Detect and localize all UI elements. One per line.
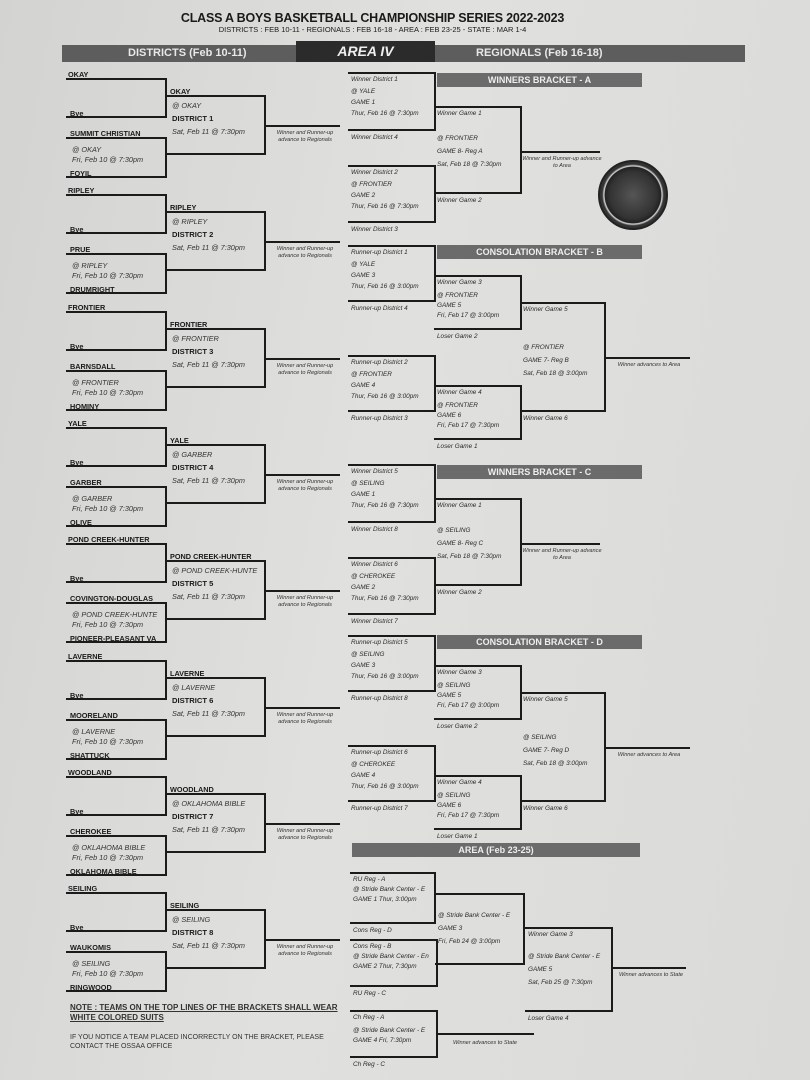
game-info: GAME 3: [351, 662, 376, 669]
game-top-slot: Winner Game 4: [437, 779, 482, 786]
game-date: Sat, Feb 11 @ 7:30pm: [172, 941, 245, 951]
advance-note: Winner and Runner-up advance to Regionals: [276, 362, 334, 376]
game-top-slot: Winner District 2: [351, 169, 398, 176]
game-info: Thur, Feb 16 @ 3:00pm: [351, 673, 419, 680]
team-name: COVINGTON-DOUGLAS: [70, 594, 153, 604]
game-date: Fri, Feb 10 @ 7:30pm: [72, 620, 144, 630]
advance-note: Winner and Runner-up advance to Regionals: [276, 827, 334, 841]
game-info: Fri, Feb 17 @ 3:00pm: [437, 312, 500, 319]
bye-label: Bye: [70, 341, 84, 351]
team-name: SHATTUCK: [70, 750, 110, 760]
bracket-line: [264, 125, 340, 127]
game-info: GAME 5: [528, 966, 553, 973]
team-name: DRUMRIGHT: [70, 285, 115, 295]
game-bottom-slot: Cons Reg - D: [353, 927, 392, 934]
game-info: @ CHEROKEE: [351, 573, 396, 580]
game-site: @ LAVERNE: [72, 726, 116, 736]
bracket-line: [264, 939, 340, 941]
game-top-slot: Winner District 1: [351, 76, 398, 83]
game-date: Fri, Feb 10 @ 7:30pm: [72, 503, 144, 513]
game-info: GAME 4: [351, 772, 376, 779]
area-bracket-header: AREA (Feb 23-25): [352, 843, 640, 857]
game-info: Fri, Feb 17 @ 7:30pm: [437, 812, 500, 819]
bracket-line: [264, 707, 340, 709]
advance-note: Winner and Runner-up advance to Regionals: [276, 246, 334, 260]
game-top-slot: Winner District 6: [351, 561, 398, 568]
district-name: DISTRICT 5: [172, 579, 214, 589]
game-site: @ POND CREEK-HUNTE: [172, 566, 258, 576]
game-bottom-slot: Winner District 3: [351, 226, 398, 233]
game-bottom-slot: Ch Reg - C: [353, 1061, 385, 1068]
advance-note: Winner advances to State: [618, 972, 683, 978]
game-info: Thur, Feb 16 @ 3:00pm: [351, 783, 419, 790]
team-name: GARBER: [70, 477, 102, 487]
bracket-line: [520, 151, 600, 153]
game-date: Sat, Feb 11 @ 7:30pm: [172, 475, 245, 485]
game-date: Fri, Feb 10 @ 7:30pm: [72, 155, 144, 164]
game-date: Fri, Feb 10 @ 7:30pm: [72, 271, 144, 281]
game-info: @ Stride Bank Center - E: [438, 912, 511, 919]
game-top-slot: Runner-up District 2: [351, 359, 408, 366]
advance-note: Winner and Runner-up advance to Regionals: [276, 478, 334, 492]
game-bottom-slot: Winner Game 2: [437, 589, 482, 596]
advance-note: Winner and Runner-up advance to Regionals: [276, 944, 334, 958]
team-name: HOMINY: [70, 401, 100, 411]
game-info: GAME 2: [351, 584, 376, 591]
team-name: YALE: [170, 435, 189, 445]
game-bottom-slot: Loser Game 4: [528, 1015, 569, 1022]
game-info: GAME 1 Thur, 3:00pm: [353, 896, 417, 903]
game-info: @ FRONTIER: [437, 402, 478, 409]
game-date: Sat, Feb 11 @ 7:30pm: [172, 592, 245, 602]
bracket-line: [264, 358, 340, 360]
game-site: @ FRONTIER: [72, 377, 119, 387]
district-name: DISTRICT 3: [172, 346, 214, 356]
game-bottom-slot: Loser Game 1: [437, 833, 478, 840]
game-top-slot: Runner-up District 6: [351, 749, 408, 756]
game-top-slot: Cons Reg - B: [353, 943, 392, 950]
game-info: GAME 5: [437, 692, 462, 699]
team-name: PRUE: [70, 245, 91, 255]
game-site: @ RIPLEY: [72, 261, 108, 271]
page-subtitle: DISTRICTS : FEB 10-11 - REGIONALS : FEB 16-18 - AREA : FEB 23-25 - STATE : MAR 1-4: [218, 25, 527, 34]
game-info: @ CHEROKEE: [351, 761, 396, 768]
game-site: @ LAVERNE: [172, 682, 216, 692]
team-name: RINGWOOD: [70, 983, 112, 993]
contact-note: IF YOU NOTICE A TEAM PLACED INCORRECTLY ON THE BRACKET, PLEASE CONTACT THE OSSAA OFFICE: [70, 1034, 324, 1050]
team-name: OKLAHOMA BIBLE: [70, 866, 137, 876]
game-date: Fri, Feb 10 @ 7:30pm: [72, 852, 144, 862]
game-date: Fri, Feb 10 @ 7:30pm: [72, 387, 144, 397]
game-bottom-slot: Runner-up District 3: [351, 415, 408, 422]
game-site: @ GARBER: [72, 493, 113, 503]
district-name: DISTRICT 2: [172, 230, 214, 240]
district-name: DISTRICT 7: [172, 811, 214, 821]
game-site: @ OKAY: [72, 145, 102, 154]
game-info: GAME 2: [351, 192, 376, 199]
team-name: POND CREEK-HUNTER: [68, 535, 150, 545]
game-info: Thur, Feb 16 @ 3:00pm: [351, 283, 419, 290]
district-name: DISTRICT 8: [172, 928, 214, 938]
game-bottom-slot: Runner-up District 8: [351, 695, 408, 702]
team-name: SEILING: [68, 884, 98, 894]
game-info: @ SEILING: [437, 527, 471, 534]
team-name: OKAY: [68, 70, 89, 79]
game-bottom-slot: Winner District 7: [351, 618, 398, 625]
game-date: Fri, Feb 10 @ 7:30pm: [72, 969, 144, 979]
game-top-slot: RU Reg - A: [353, 876, 386, 883]
game-site: @ SEILING: [72, 959, 111, 969]
district-name: DISTRICT 6: [172, 695, 214, 705]
game-info: @ Stride Bank Center - E: [353, 886, 426, 893]
game-info: Sat, Feb 18 @ 3:00pm: [523, 370, 588, 377]
bye-label: Bye: [70, 109, 84, 118]
advance-note: Winner advances to Area: [617, 362, 681, 368]
team-name: OKAY: [170, 87, 191, 96]
game-bottom-slot: Loser Game 1: [437, 443, 478, 450]
game-info: GAME 3: [438, 925, 463, 932]
game-date: Sat, Feb 11 @ 7:30pm: [172, 824, 245, 834]
game-site: @ OKLAHOMA BIBLE: [172, 798, 246, 808]
game-bottom-slot: Loser Game 2: [437, 723, 478, 730]
game-site: @ FRONTIER: [172, 333, 219, 343]
game-info: Thur, Feb 16 @ 7:30pm: [351, 203, 419, 210]
team-name: YALE: [68, 418, 87, 428]
team-name: WOODLAND: [170, 784, 214, 794]
team-name: RIPLEY: [68, 186, 95, 196]
game-site: @ OKLAHOMA BIBLE: [72, 842, 146, 852]
game-top-slot: Winner Game 4: [437, 389, 482, 396]
game-top-slot: Runner-up District 5: [351, 639, 408, 646]
advance-note: Winner and Runner-up advance to Regionals: [276, 711, 334, 725]
page-title: CLASS A BOYS BASKETBALL CHAMPIONSHIP SERIES 2022-2023: [180, 11, 565, 25]
game-date: Sat, Feb 11 @ 7:30pm: [172, 359, 245, 369]
game-info: @ Stride Bank Center - En: [353, 953, 429, 960]
team-name: PIONEER-PLEASANT VA: [70, 634, 157, 644]
game-date: Sat, Feb 11 @ 7:30pm: [172, 708, 245, 718]
game-info: Sat, Feb 18 @ 7:30pm: [437, 161, 502, 168]
game-bottom-slot: Runner-up District 7: [351, 805, 408, 812]
game-info: GAME 7- Reg B: [523, 357, 569, 364]
game-date: Fri, Feb 10 @ 7:30pm: [72, 736, 144, 746]
team-name: OLIVE: [70, 517, 92, 527]
game-site: @ POND CREEK-HUNTE: [72, 610, 158, 620]
bracket-line: [520, 543, 600, 545]
game-info: GAME 1: [351, 99, 376, 106]
game-info: @ FRONTIER: [523, 344, 564, 351]
bracket-line: [264, 474, 340, 476]
game-info: @ FRONTIER: [351, 181, 392, 188]
bracket-line: [436, 1033, 534, 1035]
game-info: @ SEILING: [351, 480, 385, 487]
game-site: @ SEILING: [172, 915, 211, 925]
bye-label: Bye: [70, 457, 84, 467]
game-info: Thur, Feb 16 @ 7:30pm: [351, 110, 419, 117]
bracket-line: [611, 967, 686, 969]
game-info: Fri, Feb 24 @ 3:00pm: [438, 938, 501, 945]
game-info: Thur, Feb 16 @ 7:30pm: [351, 595, 419, 602]
area-header: AREA IV: [296, 41, 435, 62]
winners-bracket-header: WINNERS BRACKET - A: [437, 73, 642, 87]
team-name: FRONTIER: [68, 302, 106, 312]
bye-label: Bye: [70, 225, 84, 235]
game-bottom-slot: Winner Game 6: [523, 415, 568, 422]
team-name: SEILING: [170, 901, 200, 911]
consolation-bracket-header: CONSOLATION BRACKET - B: [437, 245, 642, 259]
district-name: DISTRICT 4: [172, 462, 214, 472]
bye-label: Bye: [70, 690, 84, 700]
team-name: WOODLAND: [68, 767, 112, 777]
game-info: @ YALE: [351, 261, 376, 268]
game-top-slot: Winner Game 5: [523, 696, 568, 703]
game-info: @ Stride Bank Center - E: [528, 953, 601, 960]
team-name: MOORELAND: [70, 710, 118, 720]
game-info: GAME 7- Reg D: [523, 747, 570, 754]
game-info: Fri, Feb 17 @ 7:30pm: [437, 422, 500, 429]
game-info: GAME 1: [351, 491, 376, 498]
regionals-header: REGIONALS (Feb 16-18): [476, 47, 603, 59]
advance-note: Winner advances to Area: [617, 752, 681, 758]
game-site: @ OKAY: [172, 101, 202, 110]
game-info: GAME 4 Fri, 7:30pm: [353, 1037, 412, 1044]
bye-label: Bye: [70, 574, 84, 584]
game-top-slot: Winner Game 3: [528, 931, 573, 938]
game-info: Sat, Feb 18 @ 7:30pm: [437, 553, 502, 560]
ossaa-seal-logo: [598, 160, 668, 230]
game-info: @ FRONTIER: [351, 371, 392, 378]
game-info: GAME 6: [437, 802, 462, 809]
game-bottom-slot: Winner Game 6: [523, 805, 568, 812]
game-top-slot: Ch Reg - A: [353, 1014, 385, 1021]
game-top-slot: Winner Game 1: [437, 502, 482, 509]
team-name: POND CREEK-HUNTER: [170, 552, 252, 562]
advance-note: Winner and Runner-up advance to Regionals: [276, 130, 334, 143]
game-info: Sat, Feb 25 @ 7:30pm: [528, 979, 593, 986]
bracket-line: [264, 823, 340, 825]
game-date: Sat, Feb 11 @ 7:30pm: [172, 243, 245, 253]
consolation-bracket-header: CONSOLATION BRACKET - D: [437, 635, 642, 649]
uniform-note: NOTE : TEAMS ON THE TOP LINES OF THE BRACKETS SHALL WEAR WHITE COLORED SUITS: [70, 1003, 338, 1022]
game-info: Thur, Feb 16 @ 3:00pm: [351, 393, 419, 400]
team-name: CHEROKEE: [70, 826, 112, 836]
team-name: LAVERNE: [170, 668, 205, 678]
team-name: BARNSDALL: [70, 361, 116, 371]
game-bottom-slot: Winner District 4: [351, 134, 398, 141]
game-top-slot: Winner Game 3: [437, 669, 482, 676]
team-name: SUMMIT CHRISTIAN: [70, 129, 141, 138]
game-info: Thur, Feb 16 @ 7:30pm: [351, 502, 419, 509]
advance-note: Winner and Runner-up advance to Area: [522, 548, 602, 561]
team-name: FRONTIER: [170, 319, 208, 329]
game-date: Sat, Feb 11 @ 7:30pm: [172, 127, 245, 136]
game-info: @ FRONTIER: [437, 135, 478, 142]
game-info: GAME 8- Reg C: [437, 540, 484, 547]
team-name: FOYIL: [70, 169, 92, 178]
team-name: LAVERNE: [68, 651, 103, 661]
district-name: DISTRICT 1: [172, 114, 214, 123]
game-top-slot: Runner-up District 1: [351, 249, 408, 256]
bracket-line: [264, 241, 340, 243]
advance-note: Winner and Runner-up advance to Area: [522, 156, 602, 169]
team-name: WAUKOMIS: [70, 943, 111, 953]
game-bottom-slot: Loser Game 2: [437, 333, 478, 340]
advance-note: Winner and Runner-up advance to Regionals: [276, 595, 334, 609]
bye-label: Bye: [70, 806, 84, 816]
bracket-line: [604, 747, 690, 749]
winners-bracket-header: WINNERS BRACKET - C: [437, 465, 642, 479]
game-info: @ FRONTIER: [437, 292, 478, 299]
game-info: GAME 2 Thur, 7:30pm: [353, 963, 417, 970]
districts-header: DISTRICTS (Feb 10-11): [128, 47, 247, 59]
game-bottom-slot: Winner Game 2: [437, 197, 482, 204]
game-site: @ RIPLEY: [172, 217, 208, 227]
game-info: Fri, Feb 17 @ 3:00pm: [437, 702, 500, 709]
game-info: @ YALE: [351, 88, 376, 95]
game-top-slot: Winner Game 1: [437, 110, 482, 117]
game-info: @ SEILING: [437, 682, 471, 689]
game-info: @ SEILING: [437, 792, 471, 799]
game-info: GAME 5: [437, 302, 462, 309]
game-info: GAME 4: [351, 382, 376, 389]
game-info: @ SEILING: [351, 651, 385, 658]
game-bottom-slot: Winner District 8: [351, 526, 398, 533]
team-name: RIPLEY: [170, 203, 197, 213]
game-info: @ Stride Bank Center - E: [353, 1027, 426, 1034]
bye-label: Bye: [70, 923, 84, 933]
game-top-slot: Winner District 5: [351, 468, 398, 475]
game-info: GAME 3: [351, 272, 376, 279]
bracket-line: [264, 590, 340, 592]
game-site: @ GARBER: [172, 449, 213, 459]
game-info: GAME 6: [437, 412, 462, 419]
game-info: @ SEILING: [523, 734, 557, 741]
game-top-slot: Winner Game 3: [437, 279, 482, 286]
game-info: Sat, Feb 18 @ 3:00pm: [523, 760, 588, 767]
game-bottom-slot: Runner-up District 4: [351, 305, 408, 312]
advance-note: Winner advances to State: [452, 1040, 517, 1046]
game-info: GAME 8- Reg A: [437, 148, 483, 155]
bracket-line: [604, 357, 690, 359]
game-bottom-slot: RU Reg - C: [353, 990, 387, 997]
game-top-slot: Winner Game 5: [523, 306, 568, 313]
